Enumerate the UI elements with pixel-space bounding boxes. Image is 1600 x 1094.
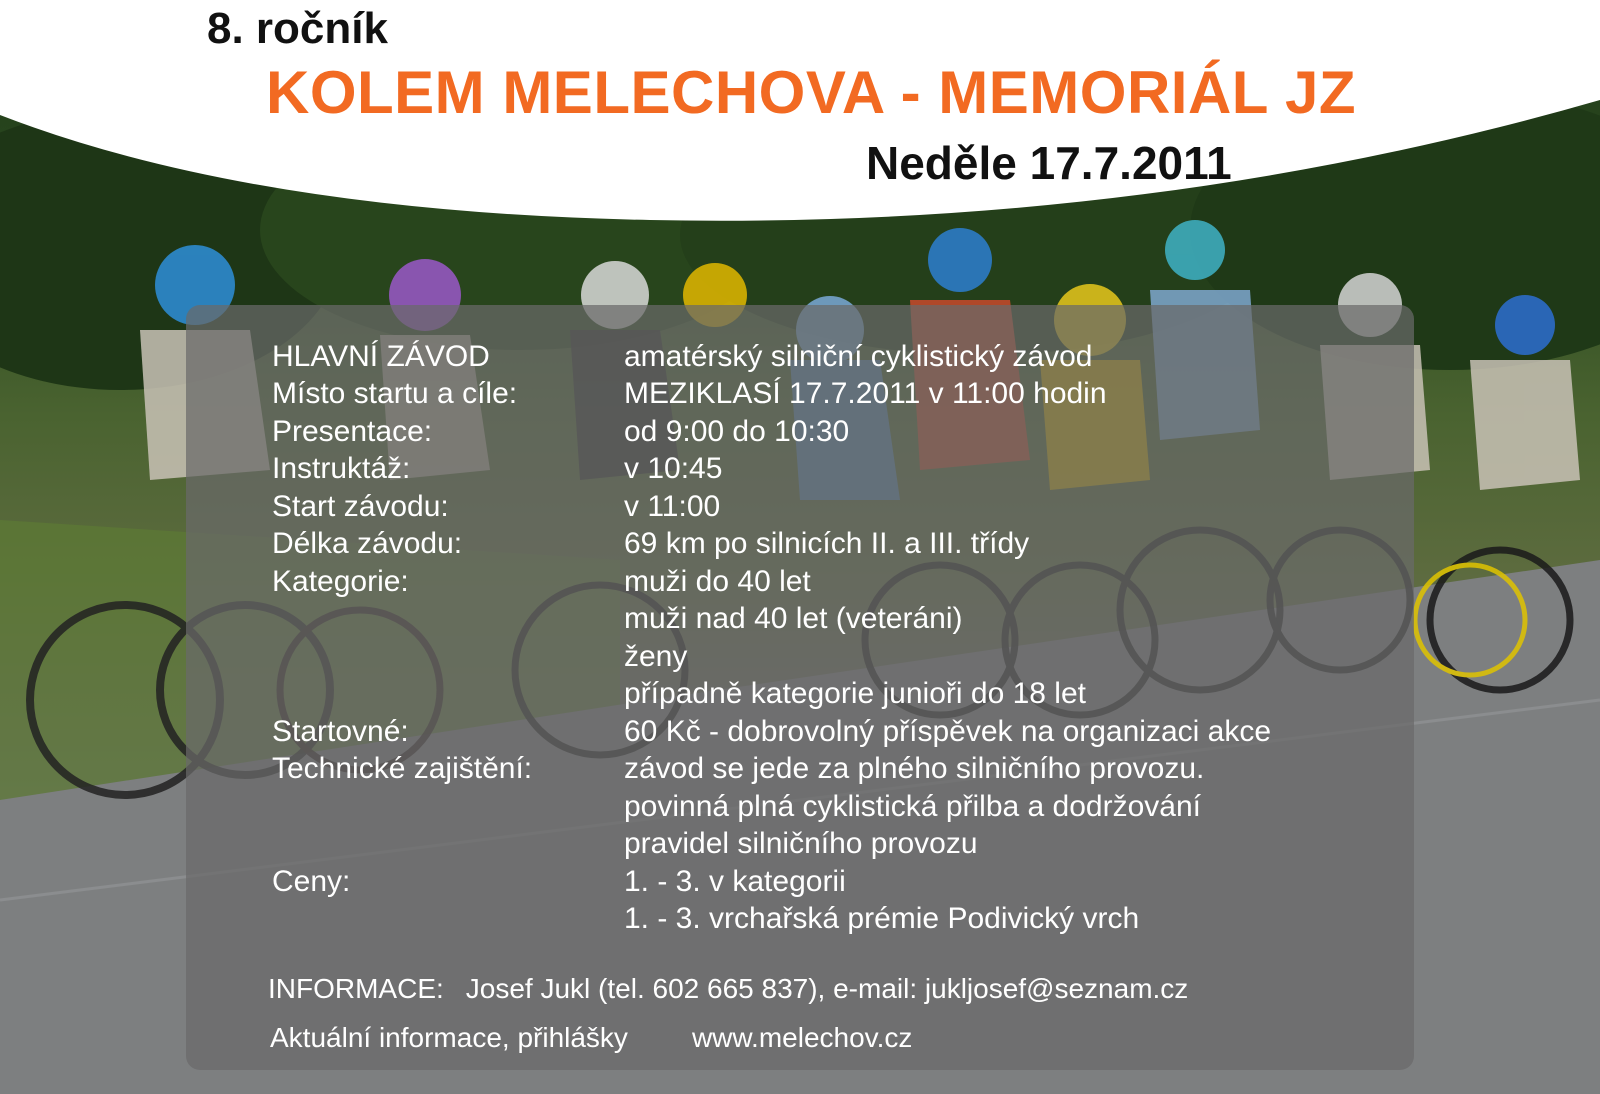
detail-value: závod se jede za plného silničního provozu. (624, 752, 1205, 786)
detail-label: Místo startu a cíle: (272, 377, 518, 411)
detail-label: Presentace: (272, 414, 433, 448)
detail-value: případně kategorie junioři do 18 let (624, 677, 1086, 711)
detail-value: 1. - 3. vrchařská prémie Podivický vrch (624, 902, 1140, 936)
detail-value: v 10:45 (624, 452, 723, 486)
detail-value: od 9:00 do 10:30 (624, 414, 850, 448)
detail-label: Startovné: (272, 714, 409, 748)
contact-text: Josef Jukl (tel. 602 665 837), e-mail: jukljosef@seznam.cz (465, 973, 1189, 1004)
detail-label: Délka závodu: (272, 527, 463, 561)
detail-row (272, 451, 1412, 489)
detail-value: povinná plná cyklistická přilba a dodržování (624, 789, 1201, 823)
detail-label: HLAVNÍ ZÁVOD (272, 339, 490, 373)
detail-value: 60 Kč - dobrovolný příspěvek na organizaci akce (624, 714, 1272, 748)
event-title: KOLEM MELECHOVA - MEMORIÁL JZ (266, 59, 1357, 126)
detail-row (272, 751, 1412, 789)
news-label: Aktuální informace, přihlášky (270, 1022, 628, 1053)
detail-value: muži nad 40 let (veteráni) (624, 602, 963, 636)
detail-row (272, 601, 1412, 639)
detail-label: Ceny: (272, 864, 351, 898)
detail-row (272, 863, 1412, 901)
detail-value: amatérský silniční cyklistický závod (624, 339, 1093, 373)
detail-value: 1. - 3. v kategorii (624, 864, 846, 898)
detail-label: Technické zajištění: (272, 752, 533, 786)
detail-value: ženy (624, 639, 688, 673)
detail-label: Kategorie: (272, 564, 409, 598)
contact-line (268, 973, 1188, 1005)
detail-row (272, 676, 1412, 714)
detail-row (272, 901, 1412, 939)
event-date: Neděle 17.7.2011 (866, 137, 1232, 189)
detail-row (272, 826, 1412, 864)
detail-value: pravidel silničního provozu (624, 827, 978, 861)
detail-label: Instruktáž: (272, 452, 411, 486)
detail-value: MEZIKLASÍ 17.7.2011 v 11:00 hodin (624, 377, 1107, 411)
edition-label: 8. ročník (207, 4, 388, 53)
detail-value: 69 km po silnicích II. a III. třídy (624, 527, 1030, 561)
detail-row (272, 713, 1412, 751)
details-list (272, 338, 1412, 938)
detail-row (272, 563, 1412, 601)
detail-row (272, 788, 1412, 826)
website-line (270, 1022, 912, 1054)
detail-row (272, 488, 1412, 526)
detail-value: muži do 40 let (624, 564, 811, 598)
detail-row (272, 376, 1412, 414)
detail-row (272, 526, 1412, 564)
website-link[interactable]: www.melechov.cz (691, 1022, 913, 1053)
info-label: INFORMACE: (268, 973, 444, 1004)
detail-row (272, 413, 1412, 451)
detail-value: v 11:00 (624, 489, 721, 523)
detail-row (272, 638, 1412, 676)
detail-row (272, 338, 1412, 376)
detail-label: Start závodu: (272, 489, 449, 523)
